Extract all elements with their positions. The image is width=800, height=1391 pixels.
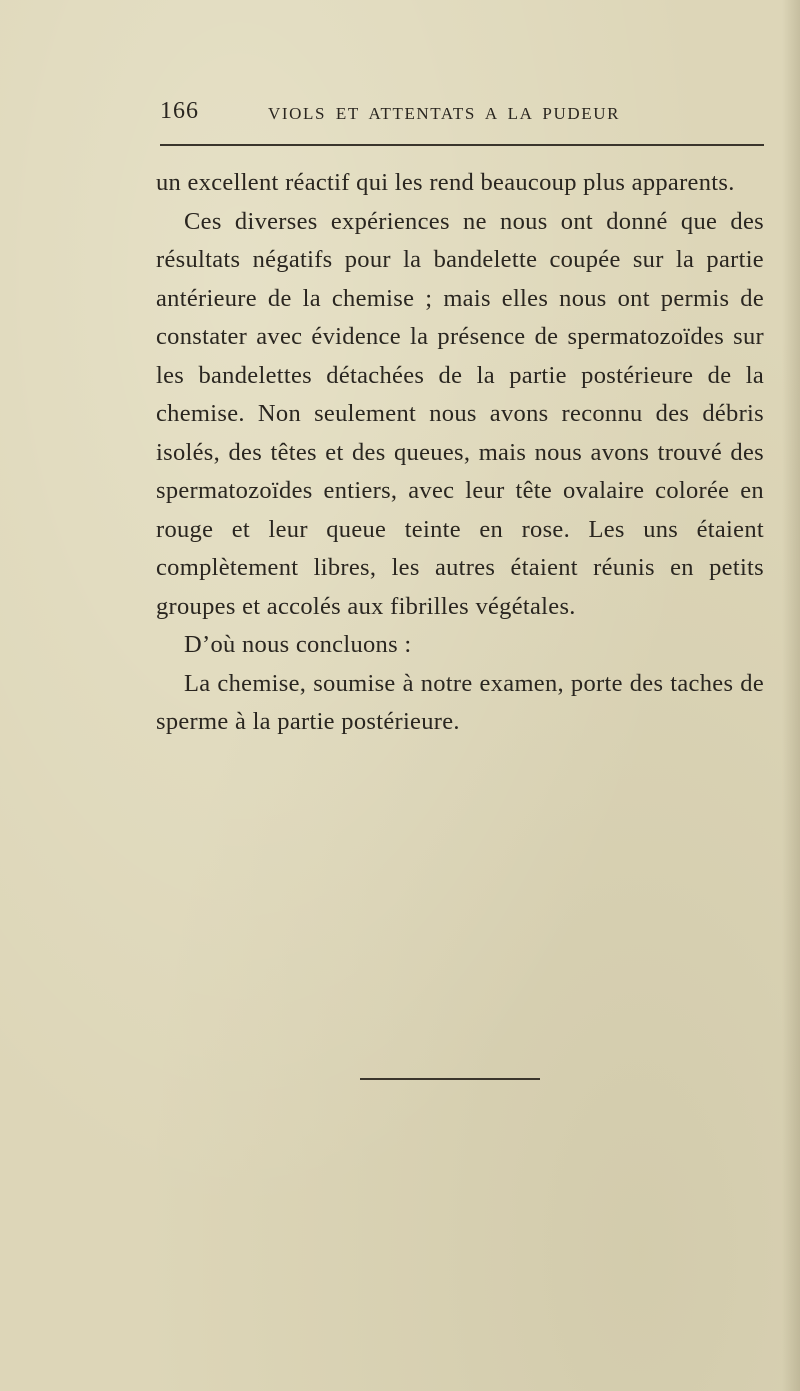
page-number: 166 [160, 98, 199, 124]
paragraph-experiments: Ces diverses expériences ne nous ont donné que des résultats négatifs pour la bandelette coupée sur la partie antérieure de la chemise ; mais elles nous ont permis de constater avec évidence la présence de spermatozoïdes sur les bandelettes détachées de la partie postérieure de la chemise. Non seulement nous avons reconnu des débris isolés, des têtes et des queues, mais nous avons trouvé des spermatozoïdes entiers, avec leur tête ovalaire colorée en rouge et leur queue teinte en rose. Les uns étaient complètement libres, les autres étaient réunis en petits groupes et accolés aux fibrilles végétales. [156, 207, 764, 620]
running-title: VIOLS ET ATTENTATS A LA PUDEUR [268, 104, 621, 123]
running-head [160, 98, 764, 132]
paragraph-continuation: un excellent réactif qui les rend beaucoup plus apparents. [156, 169, 735, 196]
page-edge-shadow [782, 0, 800, 1391]
paragraph-conclusion: La chemise, soumise à notre examen, porte des taches de sperme à la partie postérieure. [156, 669, 764, 735]
paragraph-conclusion-intro: D’où nous concluons : [184, 631, 412, 658]
end-rule [360, 1078, 540, 1080]
header-rule [160, 144, 764, 146]
body-text [156, 164, 764, 742]
